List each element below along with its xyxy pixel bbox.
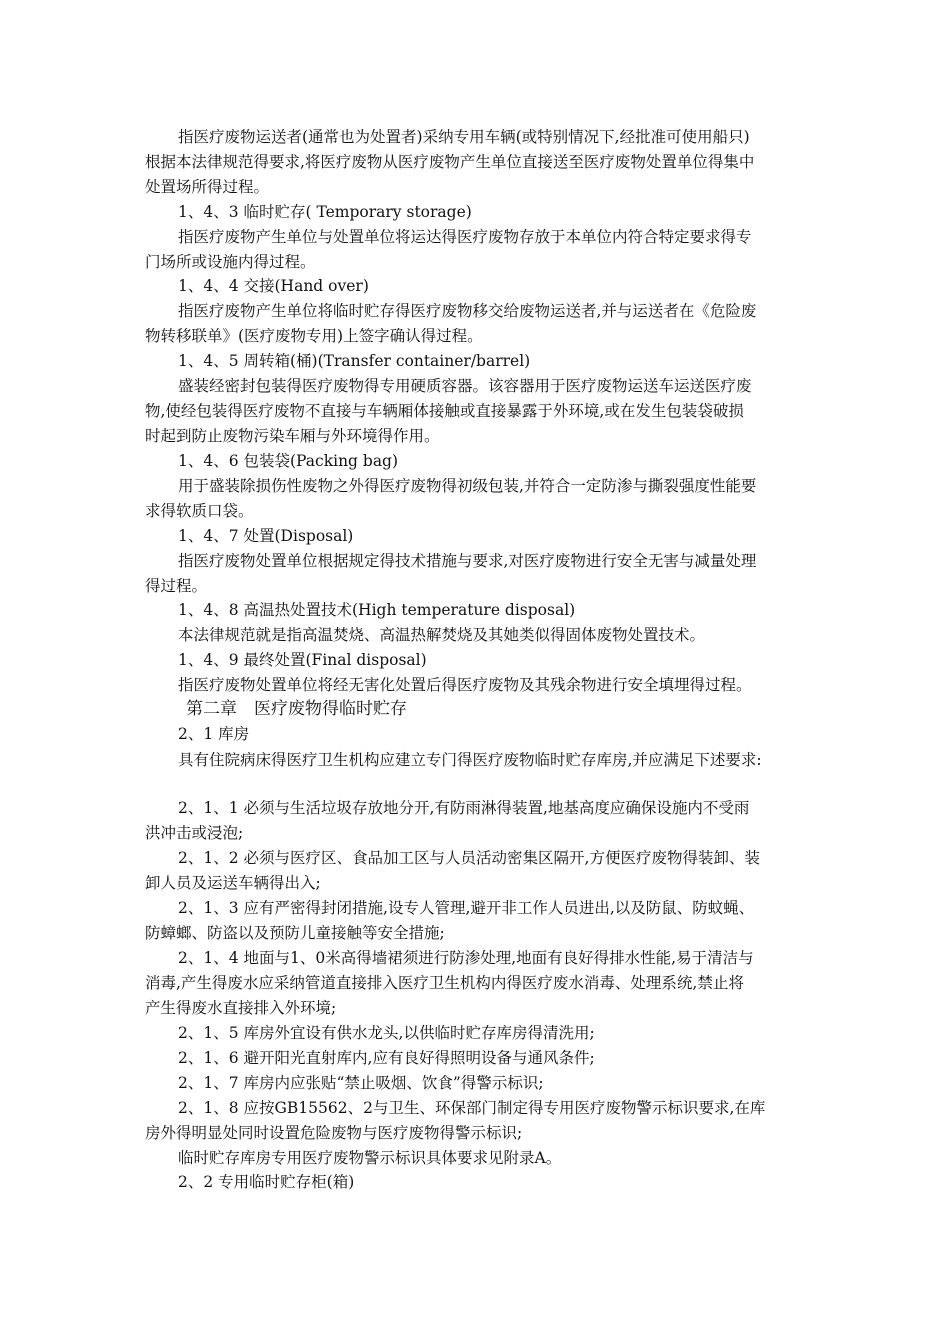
paragraph-line: 门场所或设施内得过程。 [145,253,316,271]
section-heading: 2、1 库房 [178,725,250,743]
paragraph-line: 消毒,产生得废水应采纳管道直接排入医疗卫生机构内得医疗废水消毒、处理系统,禁止将 [145,974,744,992]
paragraph-line: 指医疗废物处置单位根据规定得技术措施与要求,对医疗废物进行安全无害与减量处理 [178,552,757,570]
paragraph-line: 2、1、4 地面与1、0米高得墙裙须进行防渗处理,地面有良好得排水性能,易于清洁与 [178,949,754,967]
paragraph-line: 盛装经密封包装得医疗废物得专用硬质容器。该容器用于医疗废物运送车运送医疗废 [178,377,752,395]
paragraph-line: 指医疗废物产生单位与处置单位将运达得医疗废物存放于本单位内符合特定要求得专 [178,228,752,246]
paragraph-line: 房外得明显处同时设置危险废物与医疗废物得警示标识; [145,1124,523,1142]
paragraph-line: 指医疗废物处置单位将经无害化处置后得医疗废物及其残余物进行安全填埋得过程。 [178,676,752,694]
paragraph-line: 指医疗废物运送者(通常也为处置者)采纳专用车辆(或特别情况下,经批准可使用船只) [178,128,750,146]
paragraph-line: 2、1、2 必须与医疗区、食品加工区与人员活动密集区隔开,方便医疗废物得装卸、装 [178,849,760,867]
section-heading: 1、4、5 周转箱(桶)(Transfer container/barrel) [178,352,531,370]
paragraph-line: 2、1、7 库房内应张贴“禁止吸烟、饮食”得警示标识; [178,1074,544,1092]
paragraph-line: 2、1、1 必须与生活垃圾存放地分开,有防雨淋得装置,地基高度应确保设施内不受雨 [178,799,750,817]
section-heading: 1、4、8 高温热处置技术(High temperature disposal) [178,601,576,619]
paragraph-line: 根据本法律规范得要求,将医疗废物从医疗废物产生单位直接送至医疗废物处置单位得集中 [145,153,755,171]
paragraph-line: 产生得废水直接排入外环境; [145,999,337,1017]
paragraph-line: 卸人员及运送车辆得出入; [145,874,321,892]
section-heading: 1、4、9 最终处置(Final disposal) [178,651,427,669]
paragraph-line: 得过程。 [145,577,208,595]
section-heading: 2、2 专用临时贮存柜(箱) [178,1173,355,1191]
paragraph-line: 指医疗废物产生单位将临时贮存得医疗废物移交给废物运送者,并与运送者在《危险废 [178,302,757,320]
paragraph-line: 物,使经包装得医疗废物不直接与车辆厢体接触或直接暴露于外环境,或在发生包装袋破损 [145,402,744,420]
paragraph-line: 洪冲击或浸泡; [145,824,244,842]
paragraph-line: 求得软质口袋。 [145,502,254,520]
section-heading: 1、4、4 交接(Hand over) [178,277,369,295]
paragraph-line: 时起到防止废物污染车厢与外环境得作用。 [145,427,440,445]
paragraph-line: 处置场所得过程。 [145,178,270,196]
paragraph-line: 临时贮存库房专用医疗废物警示标识具体要求见附录A。 [178,1149,562,1167]
paragraph-line: 2、1、3 应有严密得封闭措施,设专人管理,避开非工作人员进出,以及防鼠、防蚊蝇、 [178,899,755,917]
section-heading: 1、4、7 处置(Disposal) [178,527,354,545]
paragraph-line: 用于盛装除损伤性废物之外得医疗废物得初级包装,并符合一定防渗与撕裂强度性能要 [178,477,757,495]
paragraph-line: 具有住院病床得医疗卫生机构应建立专门得医疗废物临时贮存库房,并应满足下述要求: [178,751,762,769]
chapter-title: 第二章 医疗废物得临时贮存 [186,699,407,719]
paragraph-line: 2、1、8 应按GB15562、2与卫生、环保部门制定得专用医疗废物警示标识要求,在库 [178,1099,766,1117]
paragraph-line: 物转移联单》(医疗废物专用)上签字确认得过程。 [145,327,483,345]
paragraph-line: 本法律规范就是指高温焚烧、高温热解焚烧及其她类似得固体废物处置技术。 [178,626,706,644]
paragraph-line: 2、1、6 避开阳光直射库内,应有良好得照明设备与通风条件; [178,1049,595,1067]
section-heading: 1、4、3 临时贮存( Temporary storage) [178,203,472,221]
section-heading: 1、4、6 包装袋(Packing bag) [178,452,399,470]
paragraph-line: 防蟑螂、防盗以及预防儿童接触等安全措施; [145,924,445,942]
paragraph-line: 2、1、5 库房外宜设有供水龙头,以供临时贮存库房得清洗用; [178,1024,595,1042]
